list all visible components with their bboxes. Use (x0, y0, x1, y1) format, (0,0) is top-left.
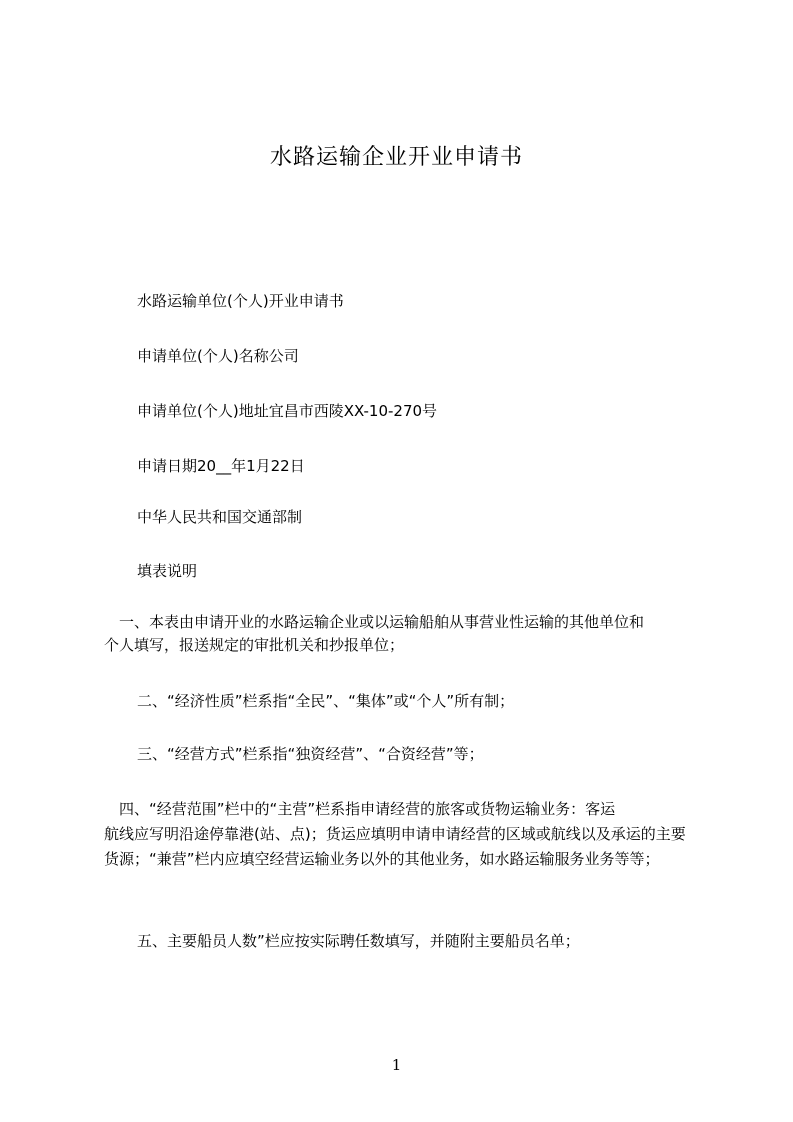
instruction-2 (137, 690, 697, 713)
form-heading: 水路运输单位(个人)开业申请书 (137, 292, 344, 310)
instruction-1 (104, 611, 700, 657)
instruction-3 (137, 743, 697, 766)
instruction-4 (104, 797, 700, 872)
page-number: 1 (391, 1056, 402, 1074)
instruction-3-text: 三、“经营方式”栏系指“独资经营”、“合资经营”等； (137, 745, 484, 763)
instruction-1-rest: 个人填写，报送规定的审批机关和抄报单位； (104, 636, 405, 654)
instruction-5-text: 五、主要船员人数”栏应按实际聘任数填写，并随附主要船员名单； (137, 932, 580, 950)
instruction-2-text: 二、“经济性质”栏系指“全民”、“集体”或“个人”所有制； (137, 692, 515, 710)
applicant-name-line: 申请单位(个人)名称公司 (137, 347, 299, 365)
instruction-4-first-line: 四、“经营范围”栏中的“主营”栏系指申请经营的旅客或货物运输业务：客运 (104, 800, 616, 818)
issuer-line: 中华人民共和国交通部制 (137, 508, 303, 526)
instruction-4-rest: 航线应写明沿途停靠港(站、点)；货运应填明申请申请经营的区域或航线以及承运的主要货源；“兼营”栏内应填空经营运输业务以外的其他业务，如水路运输服务业务等等； (104, 825, 686, 868)
document-title: 水路运输企业开业申请书 (269, 145, 523, 170)
instruction-5 (137, 930, 697, 953)
application-date-line: 申请日期20__年1月22日 (137, 457, 305, 475)
applicant-address-line: 申请单位(个人)地址宜昌市西陵XX-10-270号 (137, 402, 438, 420)
instruction-1-first-line: 一、本表由申请开业的水路运输企业或以运输船舶从事营业性运输的其他单位和 (104, 613, 645, 631)
instructions-heading: 填表说明 (137, 562, 198, 580)
